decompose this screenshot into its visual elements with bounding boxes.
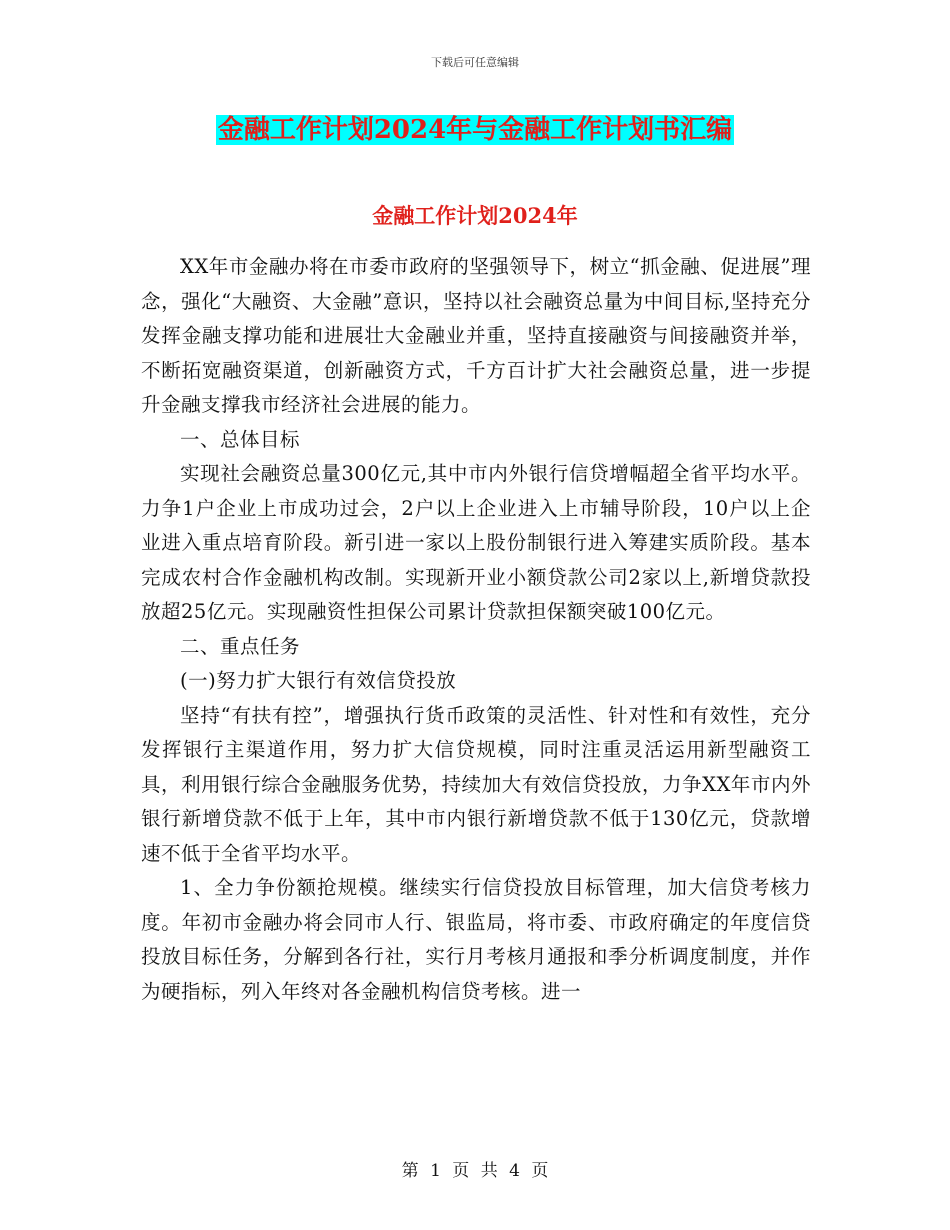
paragraph: 坚持“有扶有控”，增强执行货币政策的灵活性、针对性和有效性，充分发挥银行主渠道作用，努力扩大信贷规模，同时注重灵活运用新型融资工具，利用银行综合金融服务优势，持续加大有效信贷投放，力争XX年市内外银行新增贷款不低于上年，其中市内银行新增贷款不低于130亿元，贷款增速不低于全省平均水平。 <box>141 703 811 865</box>
section-heading: 二、重点任务 <box>180 634 301 658</box>
paragraph: 1、全力争份额抢规模。继续实行信贷投放目标管理，加大信贷考核力度。年初市金融办将会同市人行、银监局，将市委、市政府确定的年度信贷投放目标任务，分解到各行社，实行月考核月通报和季分析调度制度，并作为硬指标，列入年终对各金融机构信贷考核。进一 <box>141 876 811 1003</box>
paragraph: 实现社会融资总量300亿元,其中市内外银行信贷增幅超全省平均水平。力争1户企业上市成功过会，2户以上企业进入上市辅导阶段，10户以上企业进入重点培育阶段。新引进一家以上股份制银行进入筹建实质阶段。基本完成农村合作金融机构改制。实现新开业小额贷款公司2家以上,新增贷款投放超25亿元。实现融资性担保公司累计贷款担保额突破100亿元。 <box>141 462 811 623</box>
document-body <box>141 250 811 1009</box>
subsection-heading: (一)努力扩大银行有效信贷投放 <box>180 669 457 692</box>
section-title: 金融工作计划2024年 <box>372 203 578 228</box>
header-note: 下载后可任意编辑 <box>431 56 519 69</box>
page-footer: 第 1 页 共 4 页 <box>401 1161 549 1181</box>
document-title <box>0 112 950 148</box>
document-title-text: 金融工作计划2024年与金融工作计划书汇编 <box>217 115 733 145</box>
section-heading: 一、总体目标 <box>180 427 301 451</box>
paragraph: XX年市金融办将在市委市政府的坚强领导下，树立“抓金融、促进展”理念，强化“大融资、大金融”意识，坚持以社会融资总量为中间目标,坚持充分发挥金融支撑功能和进展壮大金融业并重，坚持直接融资与间接融资并举，不断拓宽融资渠道，创新融资方式，千方百计扩大社会融资总量，进一步提升金融支撑我市经济社会进展的能力。 <box>141 255 811 416</box>
